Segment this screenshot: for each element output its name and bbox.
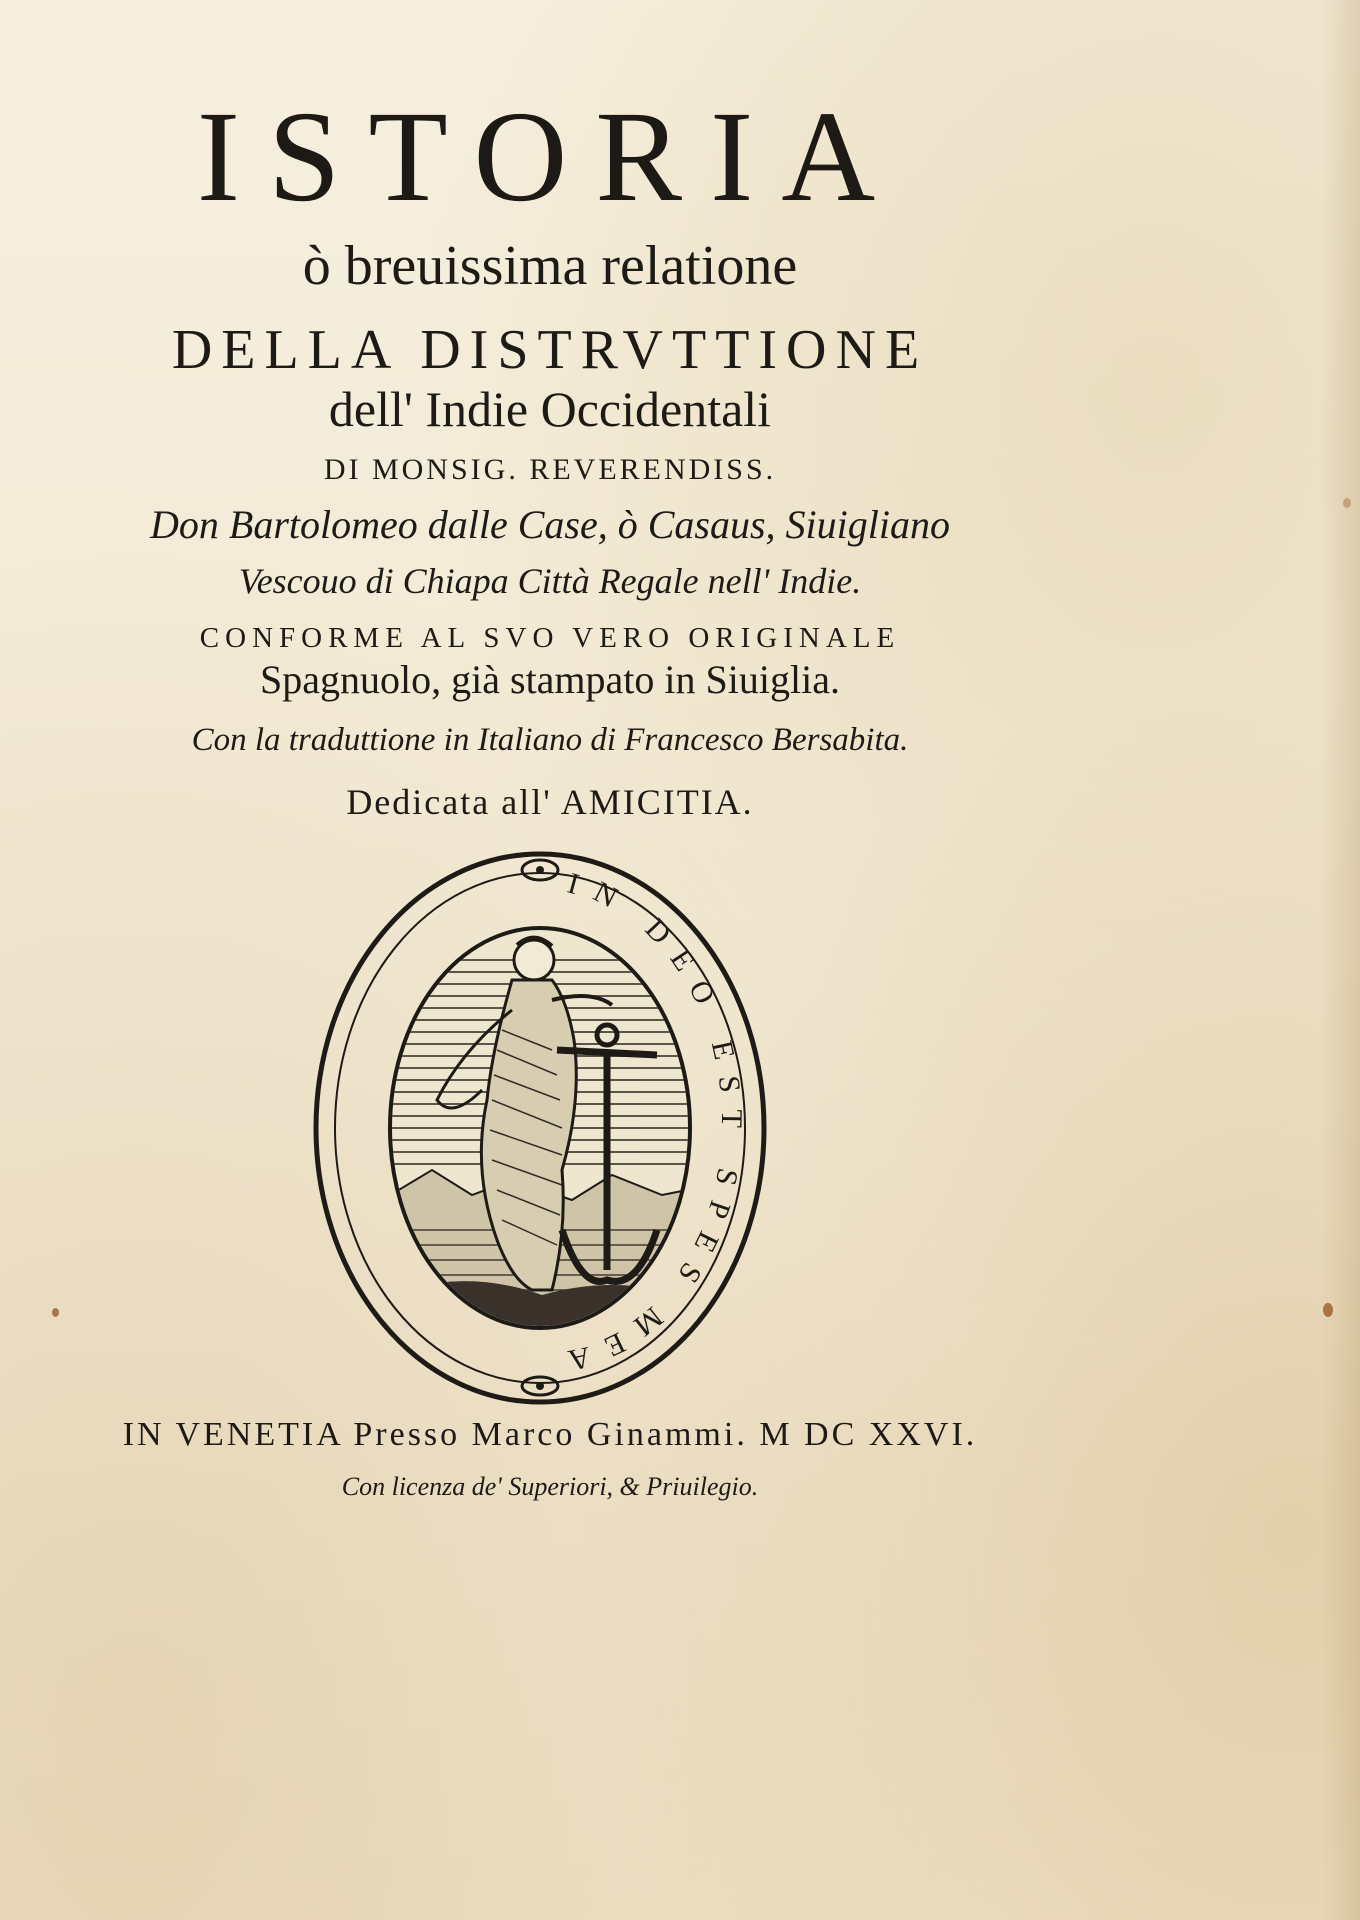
dedication-line: Dedicata all' AMICITIA.	[346, 782, 754, 822]
heading-distruttione: DELLA DISTRVTTIONE	[171, 319, 929, 381]
license-line: Con licenza de' Superiori, & Priuilegio.	[341, 1472, 759, 1501]
book-title: ISTORIA	[196, 85, 904, 229]
subtitle: ò breuissima relatione	[302, 235, 798, 297]
honorific-line: DI MONSIG. REVERENDISS.	[323, 453, 777, 486]
foxing-stain	[52, 1308, 59, 1317]
region-line: dell' Indie Occidentali	[328, 381, 772, 437]
imprint-line: IN VENETIA Presso Marco Ginammi. M DC XXVI.	[122, 1416, 978, 1453]
emblem-ornament-bottom	[522, 1377, 558, 1395]
source-edition-line: Spagnuolo, già stampato in Siuiglia.	[260, 657, 840, 702]
author-line: Don Bartolomeo dalle Case, ò Casaus, Siuigliano	[150, 502, 950, 547]
emblem-ornament-top	[522, 860, 558, 880]
emblem-motto: IN DEO EST SPES MEA	[549, 866, 749, 1381]
translation-line: Con la traduttione in Italiano di Francesco Bersabita.	[191, 722, 909, 758]
conformity-line: CONFORME AL SVO VERO ORIGINALE	[199, 622, 901, 654]
page-edge-shadow	[1320, 0, 1360, 1920]
author-title-line: Vescouo di Chiapa Città Regale nell' Indie.	[238, 561, 862, 601]
foxing-stain	[1343, 498, 1351, 508]
foxing-stain	[1323, 1303, 1333, 1317]
printer-device-emblem	[312, 850, 768, 1406]
